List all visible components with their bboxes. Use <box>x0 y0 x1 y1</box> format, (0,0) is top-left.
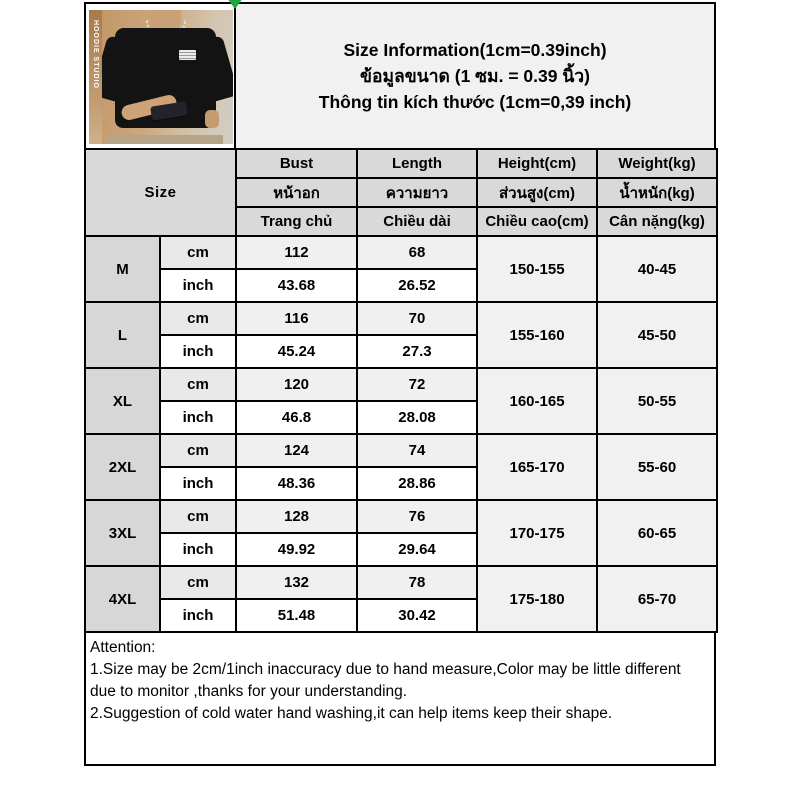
table-row-l-cm <box>85 302 717 335</box>
length-cm-value: 68 <box>357 236 477 269</box>
col-header-bust-en: Bust <box>236 149 357 178</box>
col-header-bust-vi: Trang chủ <box>236 207 357 236</box>
attention-note-2: 2.Suggestion of cold water hand washing,it can help items keep their shape. <box>90 705 613 722</box>
bust-inch-value: 51.48 <box>236 599 357 632</box>
bust-cm-value: 112 <box>236 236 357 269</box>
height-range-value: 160-165 <box>477 368 597 434</box>
table-row-3xl-cm <box>85 500 717 533</box>
unit-label-inch: inch <box>160 599 236 632</box>
green-corner-ribbon-icon <box>227 0 243 9</box>
col-header-length-vi: Chiều dài <box>357 207 477 236</box>
bust-inch-value: 48.36 <box>236 467 357 500</box>
table-row-2xl-cm <box>85 434 717 467</box>
bust-cm-value: 116 <box>236 302 357 335</box>
col-header-bust-th: หน้าอก <box>236 178 357 207</box>
table-row-4xl-cm <box>85 566 717 599</box>
product-photo <box>86 4 236 148</box>
weight-range-value: 60-65 <box>597 500 717 566</box>
unit-label-cm: cm <box>160 434 236 467</box>
size-label: M <box>85 236 160 302</box>
title-vietnamese: Thông tin kích thước (1cm=0,39 inch) <box>318 92 632 112</box>
brand-watermark-strip <box>89 10 102 144</box>
model-pants <box>107 135 223 144</box>
model-right-hand <box>205 110 219 128</box>
size-header-cell: Size <box>85 149 236 236</box>
col-header-height-en: Height(cm) <box>477 149 597 178</box>
length-inch-value: 26.52 <box>357 269 477 302</box>
size-label: XL <box>85 368 160 434</box>
length-inch-value: 28.86 <box>357 467 477 500</box>
weight-range-value: 55-60 <box>597 434 717 500</box>
table-row-m-cm <box>85 236 717 269</box>
col-header-weight-en: Weight(kg) <box>597 149 717 178</box>
bust-cm-value: 132 <box>236 566 357 599</box>
bust-cm-value: 128 <box>236 500 357 533</box>
height-range-value: 170-175 <box>477 500 597 566</box>
col-header-weight-vi: Cân nặng(kg) <box>597 207 717 236</box>
length-cm-value: 72 <box>357 368 477 401</box>
weight-range-value: 45-50 <box>597 302 717 368</box>
attention-heading: Attention: <box>90 639 156 656</box>
brand-watermark-text: HOODIE STUDIO <box>92 20 99 90</box>
length-cm-value: 70 <box>357 302 477 335</box>
bust-inch-value: 43.68 <box>236 269 357 302</box>
height-range-value: 150-155 <box>477 236 597 302</box>
height-range-value: 155-160 <box>477 302 597 368</box>
size-label: 3XL <box>85 500 160 566</box>
size-info-title-block <box>236 4 714 148</box>
size-label: 2XL <box>85 434 160 500</box>
length-inch-value: 28.08 <box>357 401 477 434</box>
height-range-value: 175-180 <box>477 566 597 632</box>
unit-label-cm: cm <box>160 368 236 401</box>
unit-label-inch: inch <box>160 335 236 368</box>
col-header-height-th: ส่วนสูง(cm) <box>477 178 597 207</box>
length-cm-value: 78 <box>357 566 477 599</box>
weight-range-value: 65-70 <box>597 566 717 632</box>
bust-inch-value: 49.92 <box>236 533 357 566</box>
header-row-en <box>85 149 717 178</box>
unit-label-cm: cm <box>160 500 236 533</box>
weight-range-value: 50-55 <box>597 368 717 434</box>
attention-section <box>84 633 716 766</box>
length-inch-value: 27.3 <box>357 335 477 368</box>
unit-label-inch: inch <box>160 533 236 566</box>
bust-inch-value: 46.8 <box>236 401 357 434</box>
height-range-value: 165-170 <box>477 434 597 500</box>
weight-range-value: 40-45 <box>597 236 717 302</box>
size-label: 4XL <box>85 566 160 632</box>
size-chart-sheet <box>84 2 716 766</box>
unit-label-inch: inch <box>160 401 236 434</box>
table-row-xl-cm <box>85 368 717 401</box>
bust-cm-value: 124 <box>236 434 357 467</box>
size-label: L <box>85 302 160 368</box>
length-inch-value: 29.64 <box>357 533 477 566</box>
size-table <box>84 148 718 633</box>
col-header-length-en: Length <box>357 149 477 178</box>
unit-label-inch: inch <box>160 269 236 302</box>
chest-logo-patch <box>179 50 196 60</box>
header-band <box>84 2 716 148</box>
length-cm-value: 74 <box>357 434 477 467</box>
unit-label-inch: inch <box>160 467 236 500</box>
product-photo-canvas <box>89 10 233 144</box>
title-english: Size Information(1cm=0.39inch) <box>343 40 607 60</box>
unit-label-cm: cm <box>160 302 236 335</box>
bust-cm-value: 120 <box>236 368 357 401</box>
col-header-height-vi: Chiều cao(cm) <box>477 207 597 236</box>
col-header-length-th: ความยาว <box>357 178 477 207</box>
title-thai: ข้อมูลขนาด (1 ซม. = 0.39 นิ้ว) <box>360 66 590 86</box>
bust-inch-value: 45.24 <box>236 335 357 368</box>
length-cm-value: 76 <box>357 500 477 533</box>
unit-label-cm: cm <box>160 236 236 269</box>
col-header-weight-th: น้ำหนัก(kg) <box>597 178 717 207</box>
unit-label-cm: cm <box>160 566 236 599</box>
length-inch-value: 30.42 <box>357 599 477 632</box>
attention-note-1: 1.Size may be 2cm/1inch inaccuracy due to hand measure,Color may be little different due to monitor ,thanks for your understanding. <box>90 661 681 700</box>
